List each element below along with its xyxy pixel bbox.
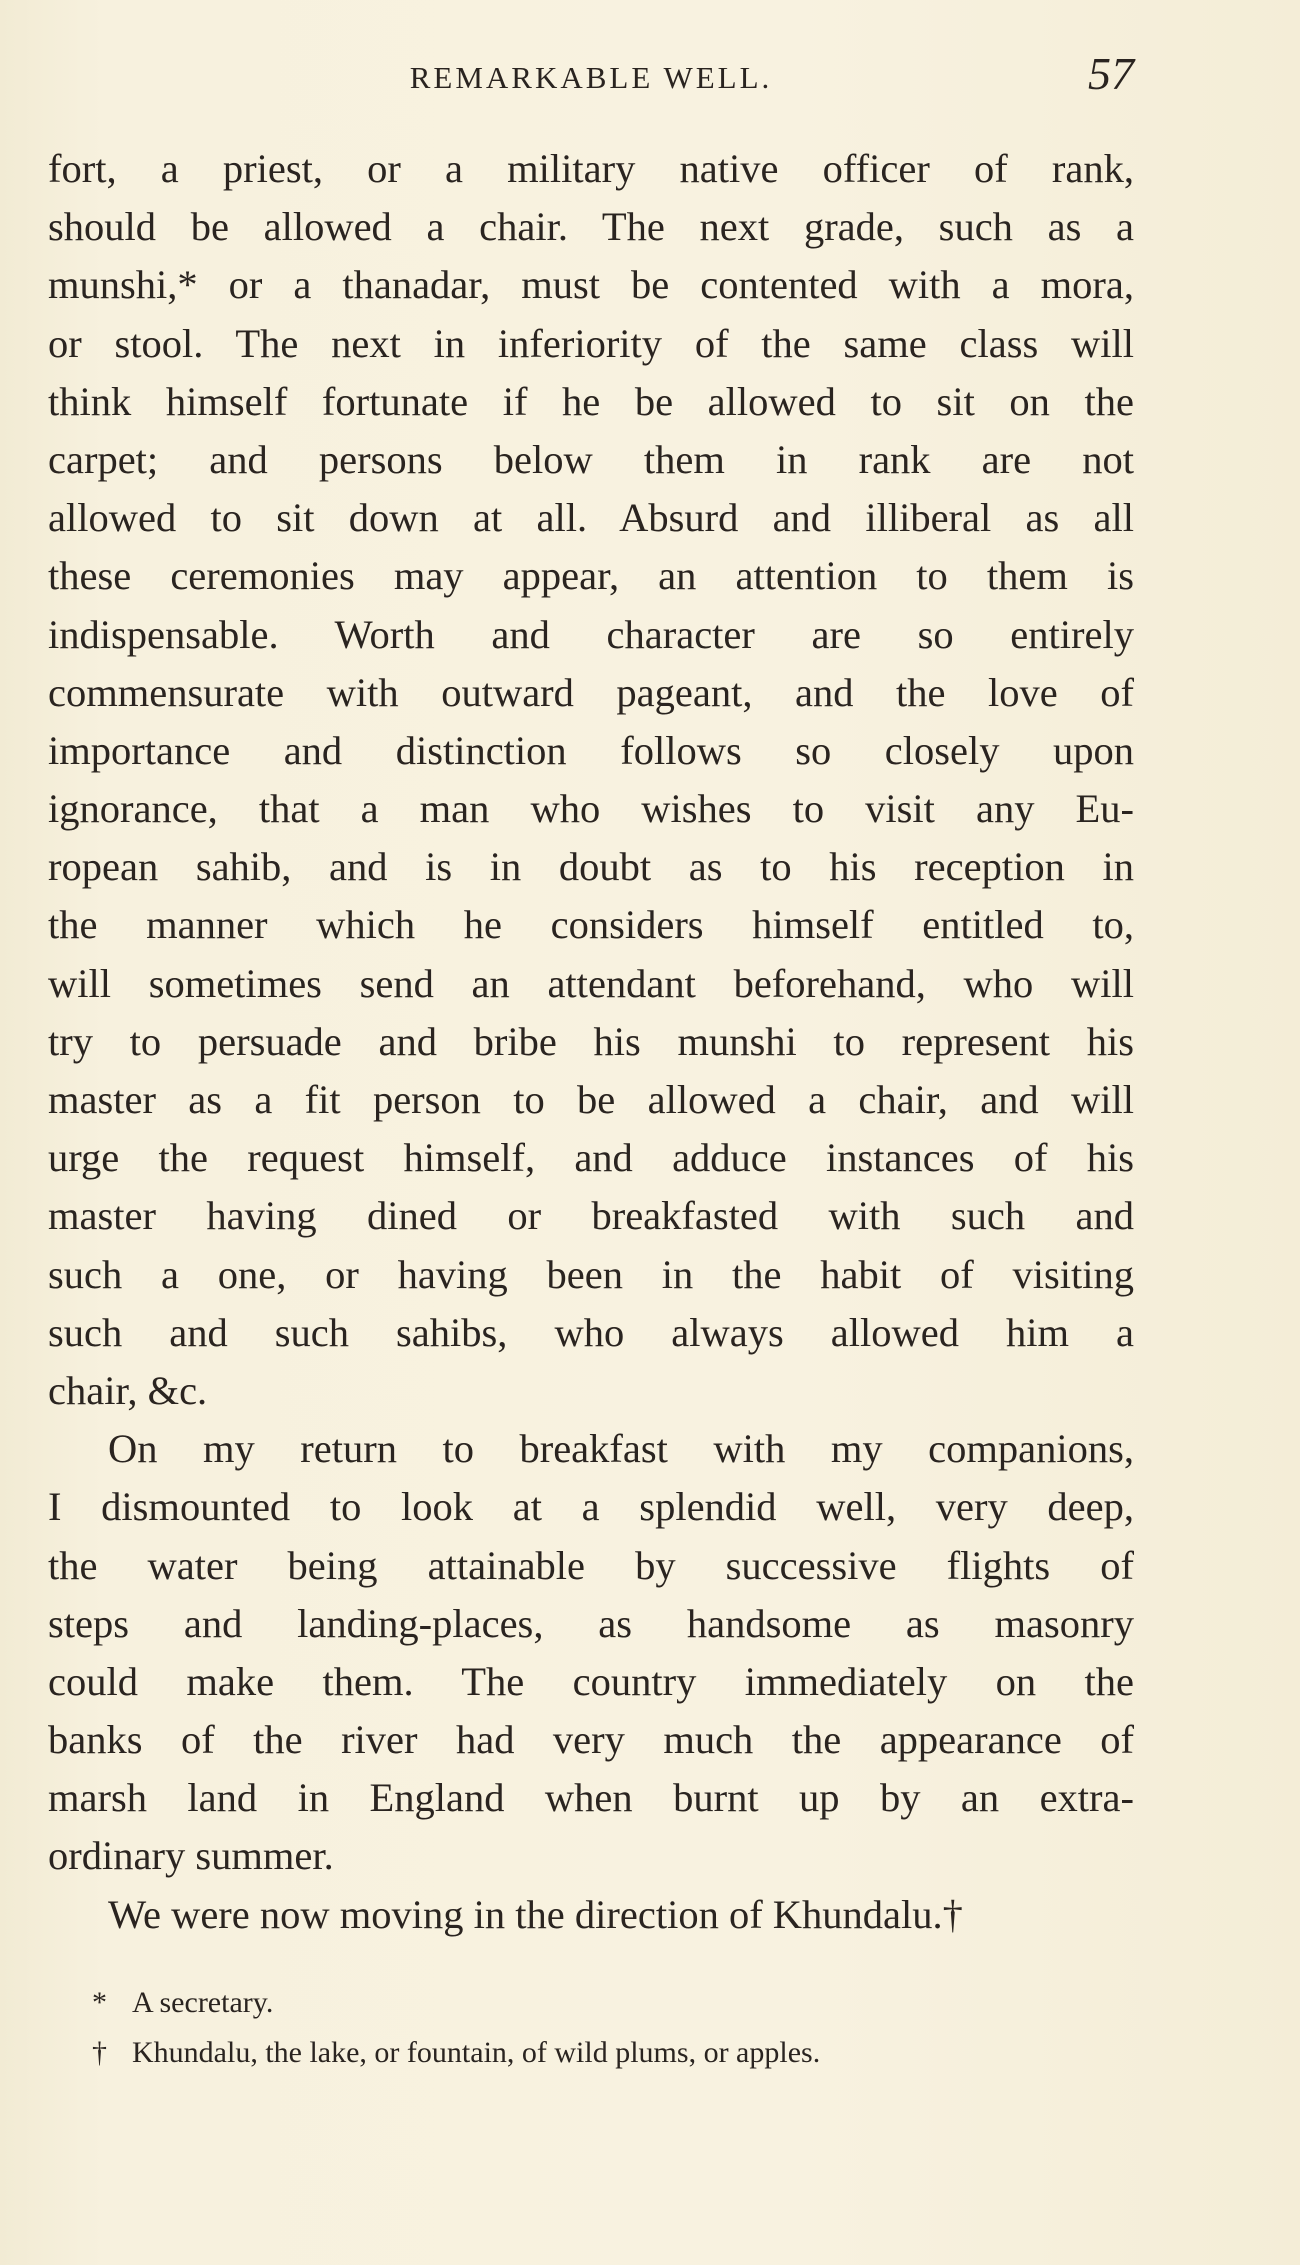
footnote (48, 2028, 1134, 2078)
text-line: I dismounted to look at a splendid well, very deep, (48, 1484, 1134, 1530)
text-line: steps and landing-places, as handsome as masonry (48, 1600, 1134, 1646)
paragraph-start-line: We were now moving in the direction of Khundalu.† (108, 1891, 963, 1937)
text-line: importance and distinction follows so closely upon (48, 727, 1134, 773)
text-line: the water being attainable by successive flights of (48, 1542, 1134, 1588)
text-line: these ceremonies may appear, an attention to them is (48, 553, 1134, 599)
paragraph-start-line: On my return to breakfast with my companions, (108, 1426, 1134, 1472)
footnote-text: Khundalu, the lake, or fountain, of wild plums, or apples. (132, 2036, 821, 2069)
text-line: try to persuade and bribe his munshi to represent his (48, 1018, 1134, 1064)
footnote-mark: † (92, 2036, 107, 2069)
text-line: fort, a priest, or a military native officer of rank, (48, 146, 1134, 191)
text-line: urge the request himself, and adduce instances of his (48, 1135, 1134, 1181)
text-line: or stool. The next in inferiority of the same class will (48, 320, 1134, 366)
paragraph-end-line: ordinary summer. (48, 1833, 334, 1879)
footnote-mark: * (92, 1986, 107, 2019)
text-line: master as a fit person to be allowed a chair, and will (48, 1077, 1134, 1122)
text-line: the manner which he considers himself entitled to, (48, 902, 1134, 948)
text-line: ignorance, that a man who wishes to visit any Eu- (48, 786, 1134, 832)
text-line: such a one, or having been in the habit of visiting (48, 1251, 1134, 1297)
text-line: ropean sahib, and is in doubt as to his reception in (48, 844, 1134, 890)
text-line: banks of the river had very much the appearance of (48, 1717, 1134, 1763)
text-line: commensurate with outward pageant, and the love of (48, 669, 1134, 715)
text-line: indispensable. Worth and character are so entirely (48, 611, 1134, 657)
text-line: think himself fortunate if he be allowed to sit on the (48, 378, 1134, 424)
text-line: allowed to sit down at all. Absurd and illiberal as all (48, 495, 1134, 541)
text-line: master having dined or breakfasted with such and (48, 1193, 1134, 1239)
footnote (48, 1978, 1134, 2028)
text-line: such and such sahibs, who always allowed him a (48, 1309, 1134, 1355)
page-number: 57 (1088, 48, 1134, 99)
text-line: munshi,* or a thanadar, must be contented with a mora, (48, 262, 1134, 308)
text-line: carpet; and persons below them in rank are not (48, 436, 1134, 482)
page-header (48, 48, 1134, 108)
text-line: will sometimes send an attendant beforehand, who will (48, 960, 1134, 1006)
text-line: could make them. The country immediately on the (48, 1658, 1134, 1704)
body-text (48, 140, 1134, 1944)
running-head: REMARKABLE WELL. (409, 60, 773, 95)
text-line: marsh land in England when burnt up by an extra- (48, 1775, 1134, 1821)
footnote-text: A secretary. (132, 1986, 274, 2019)
text-line: should be allowed a chair. The next grade, such as a (48, 204, 1134, 250)
paragraph-end-line: chair, &c. (48, 1367, 208, 1413)
footnotes (48, 1978, 1134, 2078)
